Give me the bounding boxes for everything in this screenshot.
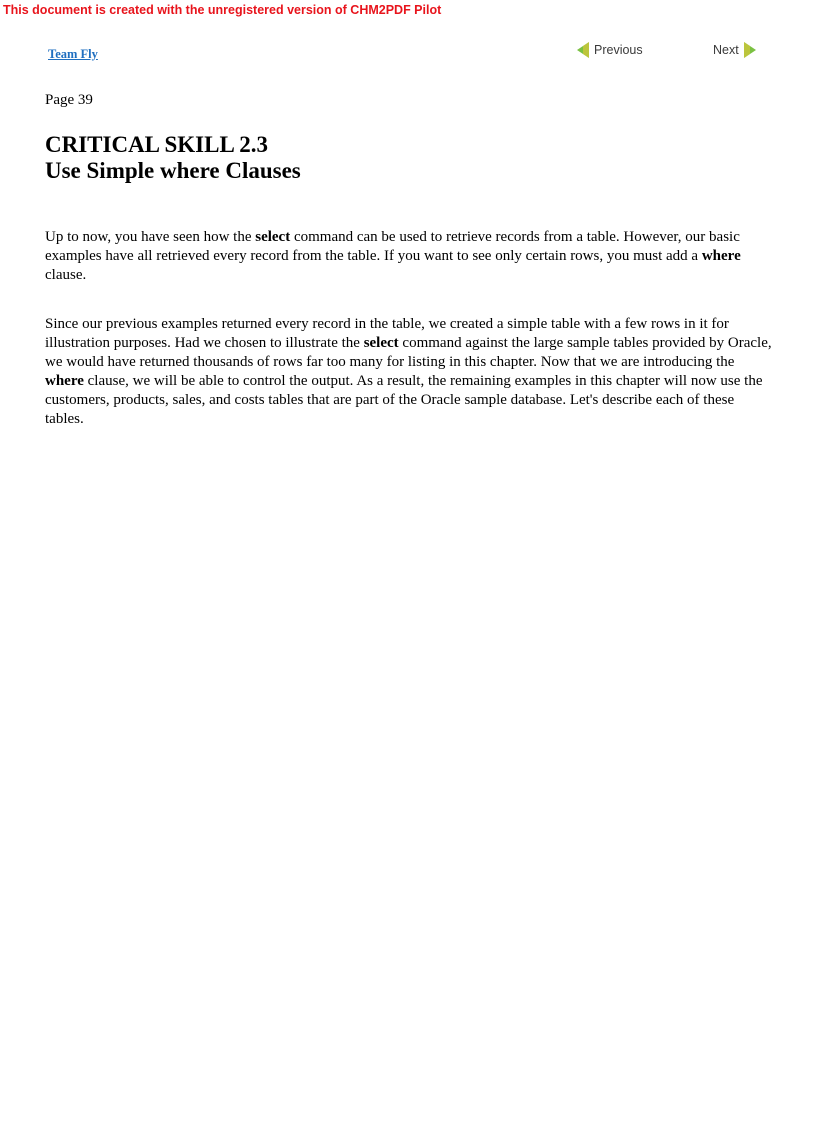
previous-button[interactable] bbox=[577, 42, 643, 58]
navigation-bar bbox=[0, 0, 816, 70]
keyword-select: select bbox=[363, 335, 399, 351]
page-number: Page 39 bbox=[45, 92, 93, 108]
arrow-right-icon bbox=[744, 42, 756, 58]
next-button[interactable] bbox=[713, 42, 756, 58]
heading-skill-number: CRITICAL SKILL 2.3 bbox=[45, 132, 269, 157]
body-text bbox=[45, 228, 775, 459]
keyword-where: where bbox=[45, 373, 84, 389]
paragraph-1: Up to now, you have seen how the select command can be used to retrieve records from a table. However, our basic examples have all retrieved every record from the table. If you want to see only certain rows, you must add a where clause. bbox=[45, 229, 741, 283]
previous-label: Previous bbox=[594, 43, 643, 57]
watermark-banner: This document is created with the unregistered version of CHM2PDF Pilot bbox=[3, 3, 442, 17]
keyword-where: where bbox=[701, 248, 741, 264]
keyword-select: select bbox=[255, 229, 291, 245]
arrow-left-icon bbox=[577, 42, 589, 58]
heading-title: Use Simple where Clauses bbox=[45, 158, 301, 183]
paragraph-2: Since our previous examples returned every record in the table, we created a simple table with a few rows in it for illustration purposes. Had we chosen to illustrate the select command against the large sample tables provided by Oracle, we would have returned thousands of rows far too many for listing in this chapter. Now that we are introducing the where clause, we will be able to control the output. As a result, the remaining examples in this chapter will now use the customers, products, sales, and costs tables that are part of the Oracle sample database. Let's describe each of these tables. bbox=[45, 316, 772, 427]
team-fly-link[interactable]: Team Fly bbox=[48, 47, 98, 61]
section-heading bbox=[45, 132, 301, 184]
next-label: Next bbox=[713, 43, 739, 57]
